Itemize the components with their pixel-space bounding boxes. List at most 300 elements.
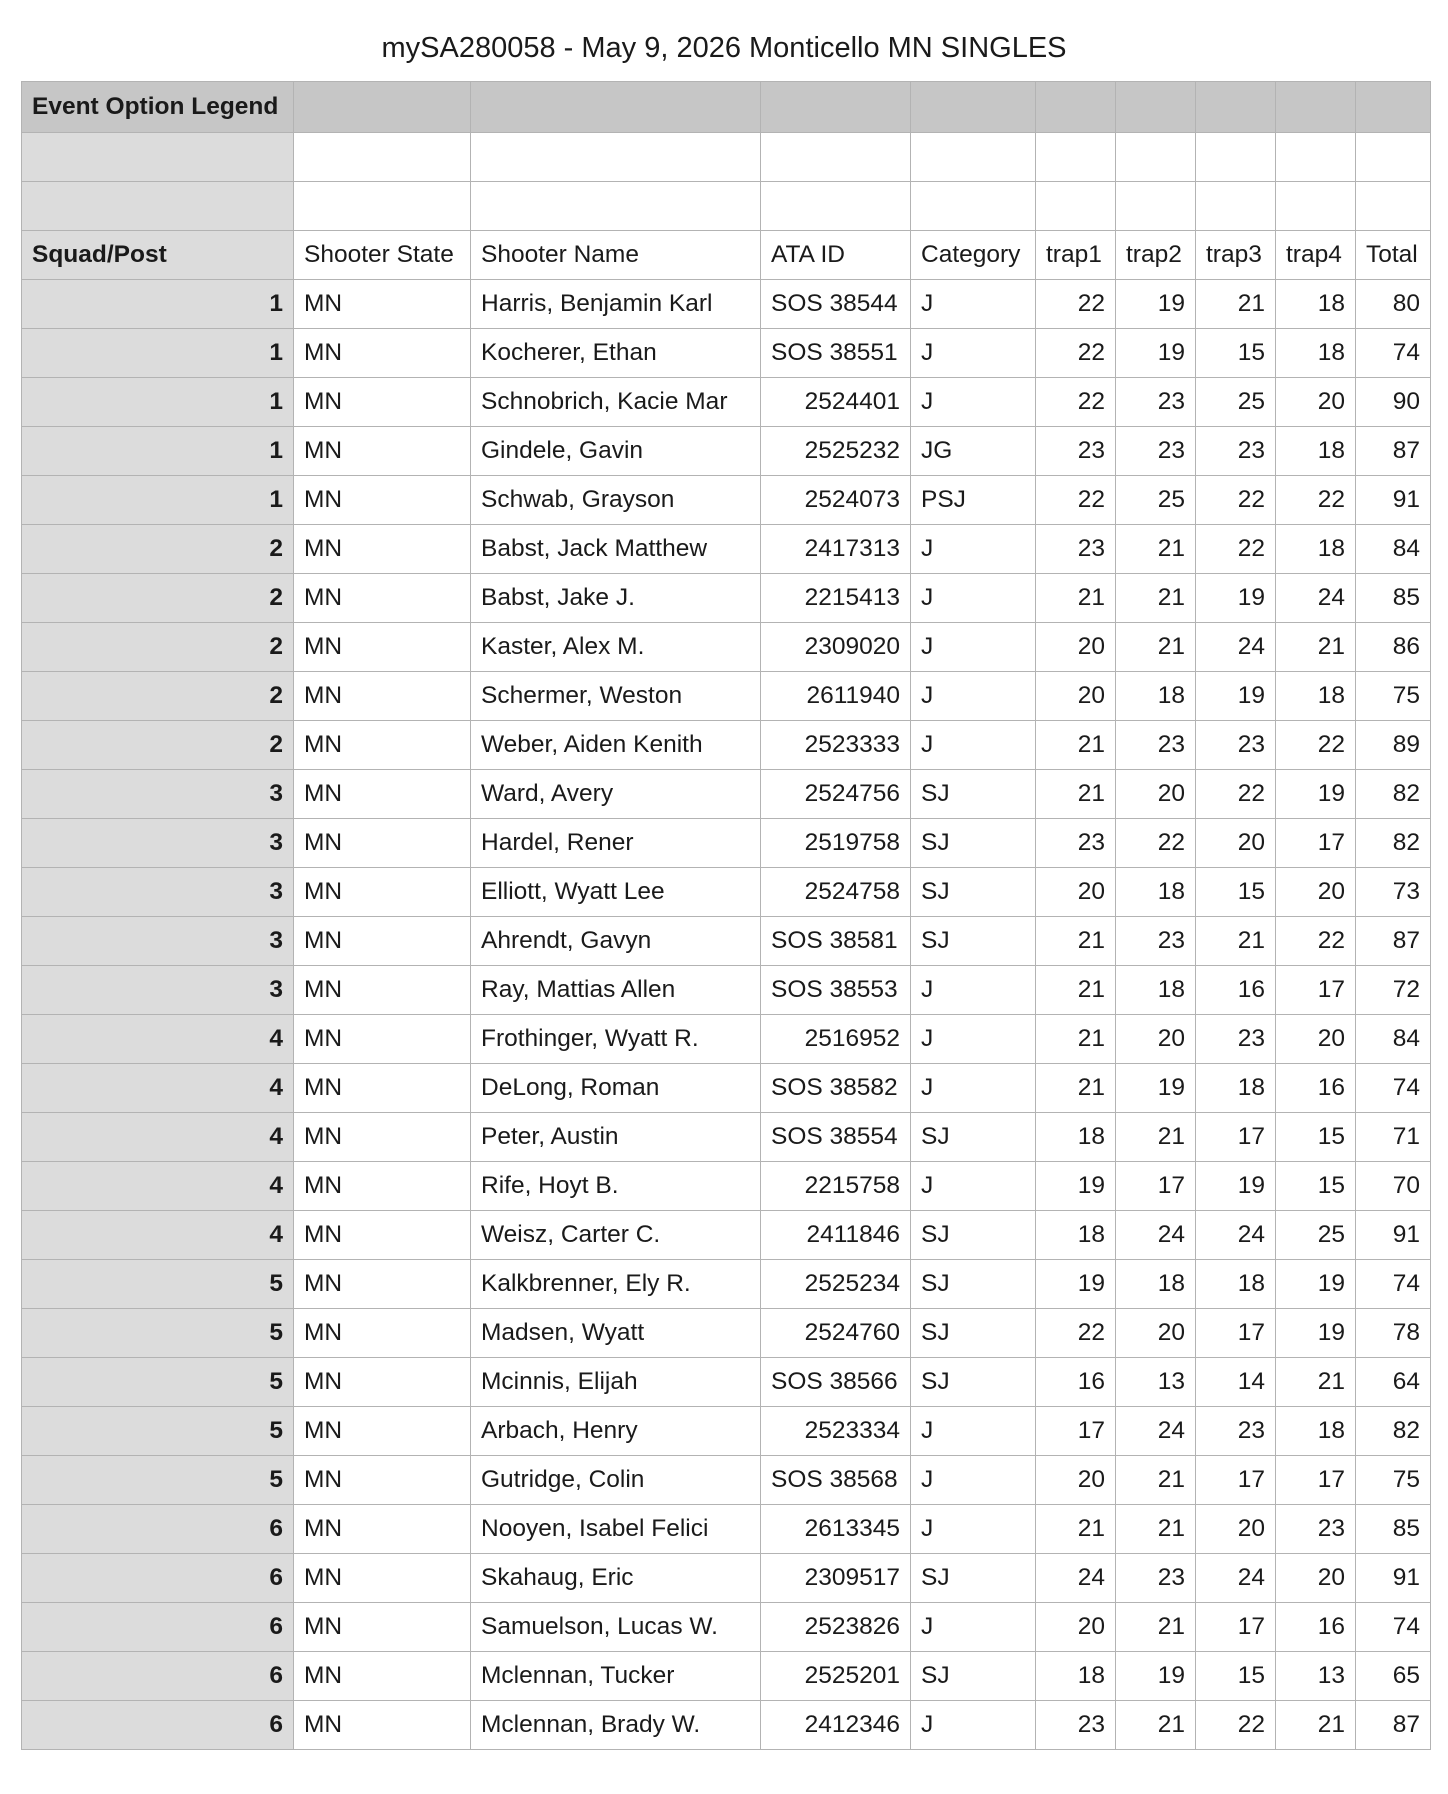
cell-trap4[interactable]: 23 (1276, 1505, 1356, 1554)
header-shooter-name[interactable]: Shooter Name (471, 231, 761, 280)
cell-category[interactable]: SJ (911, 1260, 1036, 1309)
cell-shooter-state[interactable]: MN (294, 280, 471, 329)
cell-trap1[interactable]: 22 (1036, 1309, 1116, 1358)
cell-trap1[interactable]: 20 (1036, 1603, 1116, 1652)
cell-trap2[interactable]: 18 (1116, 966, 1196, 1015)
cell-category[interactable]: J (911, 1407, 1036, 1456)
cell-total[interactable]: 82 (1356, 819, 1431, 868)
cell-trap4[interactable]: 18 (1276, 672, 1356, 721)
cell-trap3[interactable]: 22 (1196, 476, 1276, 525)
cell-ata-id[interactable]: 2524758 (761, 868, 911, 917)
cell-ata-id[interactable]: 2523826 (761, 1603, 911, 1652)
blank-cell[interactable] (1116, 133, 1196, 182)
cell-trap2[interactable]: 20 (1116, 1309, 1196, 1358)
cell-trap2[interactable]: 19 (1116, 280, 1196, 329)
blank-cell[interactable] (1356, 133, 1431, 182)
cell-ata-id[interactable]: 2523334 (761, 1407, 911, 1456)
cell-shooter-name[interactable]: DeLong, Roman (471, 1064, 761, 1113)
cell-trap3[interactable]: 14 (1196, 1358, 1276, 1407)
cell-shooter-name[interactable]: Skahaug, Eric (471, 1554, 761, 1603)
cell-shooter-name[interactable]: Rife, Hoyt B. (471, 1162, 761, 1211)
blank-cell[interactable] (1276, 182, 1356, 231)
cell-shooter-state[interactable]: MN (294, 868, 471, 917)
cell-trap1[interactable]: 21 (1036, 1015, 1116, 1064)
cell-shooter-state[interactable]: MN (294, 1309, 471, 1358)
cell-squad-post[interactable]: 2 (22, 672, 294, 721)
cell-squad-post[interactable]: 1 (22, 378, 294, 427)
cell-ata-id[interactable]: 2516952 (761, 1015, 911, 1064)
cell-trap2[interactable]: 23 (1116, 427, 1196, 476)
cell-squad-post[interactable]: 4 (22, 1211, 294, 1260)
cell-shooter-state[interactable]: MN (294, 623, 471, 672)
cell-total[interactable]: 87 (1356, 1701, 1431, 1750)
cell-trap2[interactable]: 24 (1116, 1407, 1196, 1456)
cell-total[interactable]: 71 (1356, 1113, 1431, 1162)
header-trap4[interactable]: trap4 (1276, 231, 1356, 280)
blank-cell[interactable] (1116, 182, 1196, 231)
cell-ata-id[interactable]: SOS 38551 (761, 329, 911, 378)
cell-trap4[interactable]: 17 (1276, 819, 1356, 868)
cell-trap4[interactable]: 20 (1276, 378, 1356, 427)
cell-trap4[interactable]: 21 (1276, 623, 1356, 672)
blank-cell[interactable] (911, 133, 1036, 182)
cell-ata-id[interactable]: 2524756 (761, 770, 911, 819)
cell-trap4[interactable]: 24 (1276, 574, 1356, 623)
cell-trap1[interactable]: 22 (1036, 280, 1116, 329)
cell-trap1[interactable]: 22 (1036, 476, 1116, 525)
cell-trap3[interactable]: 15 (1196, 1652, 1276, 1701)
cell-shooter-state[interactable]: MN (294, 1015, 471, 1064)
cell-total[interactable]: 64 (1356, 1358, 1431, 1407)
cell-shooter-state[interactable]: MN (294, 1407, 471, 1456)
cell-shooter-name[interactable]: Ahrendt, Gavyn (471, 917, 761, 966)
cell-category[interactable]: J (911, 378, 1036, 427)
cell-shooter-state[interactable]: MN (294, 819, 471, 868)
cell-total[interactable]: 91 (1356, 1554, 1431, 1603)
cell-shooter-name[interactable]: Gindele, Gavin (471, 427, 761, 476)
cell-trap2[interactable]: 21 (1116, 623, 1196, 672)
cell-squad-post[interactable]: 6 (22, 1554, 294, 1603)
cell-ata-id[interactable]: SOS 38554 (761, 1113, 911, 1162)
cell-trap4[interactable]: 22 (1276, 721, 1356, 770)
cell-total[interactable]: 80 (1356, 280, 1431, 329)
cell-total[interactable]: 89 (1356, 721, 1431, 770)
header-shooter-state[interactable]: Shooter State (294, 231, 471, 280)
cell-total[interactable]: 74 (1356, 1260, 1431, 1309)
cell-trap2[interactable]: 21 (1116, 1456, 1196, 1505)
cell-shooter-name[interactable]: Ward, Avery (471, 770, 761, 819)
cell-shooter-state[interactable]: MN (294, 1505, 471, 1554)
cell-squad-post[interactable]: 2 (22, 721, 294, 770)
cell-trap4[interactable]: 21 (1276, 1701, 1356, 1750)
cell-trap3[interactable]: 23 (1196, 721, 1276, 770)
cell-category[interactable]: J (911, 574, 1036, 623)
cell-trap2[interactable]: 21 (1116, 525, 1196, 574)
cell-shooter-name[interactable]: Harris, Benjamin Karl (471, 280, 761, 329)
legend-cell[interactable] (911, 82, 1036, 133)
cell-total[interactable]: 91 (1356, 476, 1431, 525)
cell-category[interactable]: J (911, 1505, 1036, 1554)
cell-shooter-name[interactable]: Peter, Austin (471, 1113, 761, 1162)
cell-trap1[interactable]: 21 (1036, 721, 1116, 770)
header-ata-id[interactable]: ATA ID (761, 231, 911, 280)
cell-trap2[interactable]: 23 (1116, 1554, 1196, 1603)
cell-squad-post[interactable]: 2 (22, 525, 294, 574)
cell-trap2[interactable]: 18 (1116, 672, 1196, 721)
cell-ata-id[interactable]: 2519758 (761, 819, 911, 868)
cell-trap1[interactable]: 24 (1036, 1554, 1116, 1603)
cell-trap4[interactable]: 18 (1276, 525, 1356, 574)
cell-trap1[interactable]: 19 (1036, 1260, 1116, 1309)
cell-squad-post[interactable]: 6 (22, 1652, 294, 1701)
cell-trap3[interactable]: 23 (1196, 427, 1276, 476)
cell-category[interactable]: J (911, 329, 1036, 378)
cell-trap1[interactable]: 20 (1036, 623, 1116, 672)
legend-cell[interactable] (761, 82, 911, 133)
cell-category[interactable]: J (911, 672, 1036, 721)
cell-total[interactable]: 82 (1356, 770, 1431, 819)
blank-cell[interactable] (294, 133, 471, 182)
blank-cell[interactable] (22, 133, 294, 182)
cell-ata-id[interactable]: 2523333 (761, 721, 911, 770)
cell-trap3[interactable]: 17 (1196, 1603, 1276, 1652)
cell-trap1[interactable]: 23 (1036, 525, 1116, 574)
cell-trap1[interactable]: 18 (1036, 1113, 1116, 1162)
cell-shooter-state[interactable]: MN (294, 721, 471, 770)
cell-shooter-name[interactable]: Gutridge, Colin (471, 1456, 761, 1505)
cell-category[interactable]: SJ (911, 1113, 1036, 1162)
cell-trap2[interactable]: 21 (1116, 1113, 1196, 1162)
cell-squad-post[interactable]: 3 (22, 966, 294, 1015)
cell-trap2[interactable]: 21 (1116, 1701, 1196, 1750)
cell-shooter-state[interactable]: MN (294, 1113, 471, 1162)
cell-trap2[interactable]: 17 (1116, 1162, 1196, 1211)
cell-trap4[interactable]: 15 (1276, 1113, 1356, 1162)
cell-category[interactable]: SJ (911, 1211, 1036, 1260)
cell-trap3[interactable]: 15 (1196, 868, 1276, 917)
cell-trap1[interactable]: 22 (1036, 378, 1116, 427)
cell-trap3[interactable]: 24 (1196, 623, 1276, 672)
blank-cell[interactable] (1036, 133, 1116, 182)
cell-total[interactable]: 91 (1356, 1211, 1431, 1260)
blank-cell[interactable] (471, 133, 761, 182)
cell-ata-id[interactable]: SOS 38553 (761, 966, 911, 1015)
cell-trap4[interactable]: 19 (1276, 1260, 1356, 1309)
cell-shooter-state[interactable]: MN (294, 476, 471, 525)
cell-shooter-state[interactable]: MN (294, 1260, 471, 1309)
cell-ata-id[interactable]: SOS 38582 (761, 1064, 911, 1113)
cell-trap4[interactable]: 13 (1276, 1652, 1356, 1701)
cell-category[interactable]: PSJ (911, 476, 1036, 525)
cell-trap4[interactable]: 25 (1276, 1211, 1356, 1260)
cell-trap2[interactable]: 21 (1116, 574, 1196, 623)
cell-category[interactable]: SJ (911, 917, 1036, 966)
cell-trap2[interactable]: 23 (1116, 721, 1196, 770)
cell-shooter-name[interactable]: Nooyen, Isabel Felici (471, 1505, 761, 1554)
cell-total[interactable]: 84 (1356, 1015, 1431, 1064)
cell-trap4[interactable]: 18 (1276, 427, 1356, 476)
cell-trap2[interactable]: 23 (1116, 917, 1196, 966)
cell-squad-post[interactable]: 5 (22, 1407, 294, 1456)
cell-trap3[interactable]: 20 (1196, 1505, 1276, 1554)
cell-category[interactable]: J (911, 280, 1036, 329)
cell-ata-id[interactable]: 2417313 (761, 525, 911, 574)
cell-ata-id[interactable]: 2309020 (761, 623, 911, 672)
cell-squad-post[interactable]: 3 (22, 770, 294, 819)
cell-ata-id[interactable]: 2215413 (761, 574, 911, 623)
cell-squad-post[interactable]: 4 (22, 1162, 294, 1211)
cell-category[interactable]: J (911, 721, 1036, 770)
cell-trap1[interactable]: 16 (1036, 1358, 1116, 1407)
cell-squad-post[interactable]: 4 (22, 1064, 294, 1113)
cell-category[interactable]: J (911, 1701, 1036, 1750)
cell-squad-post[interactable]: 2 (22, 574, 294, 623)
cell-shooter-name[interactable]: Hardel, Rener (471, 819, 761, 868)
cell-shooter-name[interactable]: Babst, Jack Matthew (471, 525, 761, 574)
cell-shooter-state[interactable]: MN (294, 966, 471, 1015)
cell-ata-id[interactable]: 2309517 (761, 1554, 911, 1603)
cell-trap4[interactable]: 15 (1276, 1162, 1356, 1211)
header-trap3[interactable]: trap3 (1196, 231, 1276, 280)
header-total[interactable]: Total (1356, 231, 1431, 280)
blank-cell[interactable] (22, 182, 294, 231)
cell-trap2[interactable]: 19 (1116, 329, 1196, 378)
cell-trap1[interactable]: 21 (1036, 1064, 1116, 1113)
cell-trap3[interactable]: 18 (1196, 1260, 1276, 1309)
cell-ata-id[interactable]: 2524760 (761, 1309, 911, 1358)
cell-shooter-state[interactable]: MN (294, 1358, 471, 1407)
cell-ata-id[interactable]: 2524401 (761, 378, 911, 427)
cell-category[interactable]: SJ (911, 1358, 1036, 1407)
cell-trap1[interactable]: 17 (1036, 1407, 1116, 1456)
cell-total[interactable]: 72 (1356, 966, 1431, 1015)
cell-squad-post[interactable]: 4 (22, 1015, 294, 1064)
cell-ata-id[interactable]: 2525232 (761, 427, 911, 476)
legend-label[interactable]: Event Option Legend (22, 82, 294, 133)
cell-trap3[interactable]: 23 (1196, 1407, 1276, 1456)
cell-trap1[interactable]: 20 (1036, 868, 1116, 917)
cell-trap1[interactable]: 23 (1036, 819, 1116, 868)
cell-squad-post[interactable]: 5 (22, 1309, 294, 1358)
cell-shooter-name[interactable]: Schwab, Grayson (471, 476, 761, 525)
legend-cell[interactable] (1196, 82, 1276, 133)
cell-squad-post[interactable]: 3 (22, 819, 294, 868)
cell-total[interactable]: 84 (1356, 525, 1431, 574)
cell-total[interactable]: 87 (1356, 917, 1431, 966)
cell-shooter-state[interactable]: MN (294, 1162, 471, 1211)
cell-trap2[interactable]: 23 (1116, 378, 1196, 427)
cell-shooter-state[interactable]: MN (294, 1456, 471, 1505)
cell-ata-id[interactable]: 2524073 (761, 476, 911, 525)
cell-squad-post[interactable]: 3 (22, 917, 294, 966)
cell-ata-id[interactable]: SOS 38544 (761, 280, 911, 329)
cell-trap3[interactable]: 19 (1196, 672, 1276, 721)
blank-cell[interactable] (294, 182, 471, 231)
cell-shooter-state[interactable]: MN (294, 574, 471, 623)
cell-category[interactable]: SJ (911, 1309, 1036, 1358)
cell-shooter-name[interactable]: Babst, Jake J. (471, 574, 761, 623)
legend-cell[interactable] (471, 82, 761, 133)
cell-shooter-state[interactable]: MN (294, 1211, 471, 1260)
cell-trap3[interactable]: 17 (1196, 1113, 1276, 1162)
cell-trap1[interactable]: 21 (1036, 966, 1116, 1015)
cell-shooter-state[interactable]: MN (294, 1603, 471, 1652)
cell-shooter-name[interactable]: Arbach, Henry (471, 1407, 761, 1456)
legend-cell[interactable] (1116, 82, 1196, 133)
legend-cell[interactable] (294, 82, 471, 133)
cell-trap2[interactable]: 21 (1116, 1603, 1196, 1652)
cell-trap1[interactable]: 21 (1036, 574, 1116, 623)
cell-trap2[interactable]: 18 (1116, 1260, 1196, 1309)
cell-trap3[interactable]: 17 (1196, 1456, 1276, 1505)
cell-ata-id[interactable]: SOS 38568 (761, 1456, 911, 1505)
blank-cell[interactable] (1356, 182, 1431, 231)
cell-category[interactable]: SJ (911, 819, 1036, 868)
cell-total[interactable]: 65 (1356, 1652, 1431, 1701)
cell-trap2[interactable]: 19 (1116, 1652, 1196, 1701)
legend-cell[interactable] (1276, 82, 1356, 133)
cell-trap1[interactable]: 23 (1036, 427, 1116, 476)
cell-total[interactable]: 87 (1356, 427, 1431, 476)
cell-trap4[interactable]: 17 (1276, 966, 1356, 1015)
cell-squad-post[interactable]: 1 (22, 280, 294, 329)
cell-ata-id[interactable]: 2411846 (761, 1211, 911, 1260)
blank-cell[interactable] (761, 133, 911, 182)
cell-shooter-state[interactable]: MN (294, 378, 471, 427)
blank-cell[interactable] (1196, 182, 1276, 231)
cell-category[interactable]: SJ (911, 1652, 1036, 1701)
cell-trap1[interactable]: 18 (1036, 1211, 1116, 1260)
cell-total[interactable]: 90 (1356, 378, 1431, 427)
cell-shooter-name[interactable]: Weber, Aiden Kenith (471, 721, 761, 770)
cell-shooter-state[interactable]: MN (294, 770, 471, 819)
cell-trap3[interactable]: 18 (1196, 1064, 1276, 1113)
cell-trap3[interactable]: 23 (1196, 1015, 1276, 1064)
legend-cell[interactable] (1036, 82, 1116, 133)
cell-trap1[interactable]: 22 (1036, 329, 1116, 378)
cell-trap1[interactable]: 18 (1036, 1652, 1116, 1701)
cell-total[interactable]: 74 (1356, 1064, 1431, 1113)
cell-category[interactable]: J (911, 525, 1036, 574)
cell-squad-post[interactable]: 6 (22, 1603, 294, 1652)
cell-total[interactable]: 85 (1356, 574, 1431, 623)
cell-shooter-state[interactable]: MN (294, 329, 471, 378)
cell-shooter-name[interactable]: Mclennan, Tucker (471, 1652, 761, 1701)
cell-total[interactable]: 74 (1356, 329, 1431, 378)
cell-shooter-state[interactable]: MN (294, 1652, 471, 1701)
cell-trap3[interactable]: 24 (1196, 1211, 1276, 1260)
cell-shooter-name[interactable]: Samuelson, Lucas W. (471, 1603, 761, 1652)
cell-trap2[interactable]: 20 (1116, 770, 1196, 819)
cell-total[interactable]: 85 (1356, 1505, 1431, 1554)
cell-shooter-name[interactable]: Kalkbrenner, Ely R. (471, 1260, 761, 1309)
cell-shooter-name[interactable]: Weisz, Carter C. (471, 1211, 761, 1260)
cell-category[interactable]: J (911, 623, 1036, 672)
cell-ata-id[interactable]: SOS 38581 (761, 917, 911, 966)
blank-cell[interactable] (1276, 133, 1356, 182)
cell-ata-id[interactable]: 2525201 (761, 1652, 911, 1701)
cell-trap1[interactable]: 19 (1036, 1162, 1116, 1211)
blank-cell[interactable] (1196, 133, 1276, 182)
cell-trap3[interactable]: 20 (1196, 819, 1276, 868)
cell-total[interactable]: 82 (1356, 1407, 1431, 1456)
header-trap2[interactable]: trap2 (1116, 231, 1196, 280)
cell-shooter-name[interactable]: Mcinnis, Elijah (471, 1358, 761, 1407)
cell-trap4[interactable]: 22 (1276, 917, 1356, 966)
cell-trap2[interactable]: 25 (1116, 476, 1196, 525)
cell-squad-post[interactable]: 5 (22, 1358, 294, 1407)
cell-total[interactable]: 74 (1356, 1603, 1431, 1652)
blank-cell[interactable] (1036, 182, 1116, 231)
legend-cell[interactable] (1356, 82, 1431, 133)
cell-trap4[interactable]: 20 (1276, 1015, 1356, 1064)
cell-category[interactable]: J (911, 1015, 1036, 1064)
cell-squad-post[interactable]: 5 (22, 1260, 294, 1309)
cell-trap3[interactable]: 19 (1196, 574, 1276, 623)
cell-squad-post[interactable]: 6 (22, 1505, 294, 1554)
cell-category[interactable]: J (911, 1064, 1036, 1113)
cell-squad-post[interactable]: 6 (22, 1701, 294, 1750)
cell-shooter-name[interactable]: Elliott, Wyatt Lee (471, 868, 761, 917)
cell-category[interactable]: J (911, 1456, 1036, 1505)
cell-trap2[interactable]: 19 (1116, 1064, 1196, 1113)
cell-trap4[interactable]: 20 (1276, 1554, 1356, 1603)
cell-category[interactable]: J (911, 966, 1036, 1015)
cell-trap3[interactable]: 22 (1196, 525, 1276, 574)
cell-category[interactable]: J (911, 1162, 1036, 1211)
cell-trap3[interactable]: 22 (1196, 770, 1276, 819)
cell-shooter-name[interactable]: Schnobrich, Kacie Mar (471, 378, 761, 427)
cell-shooter-name[interactable]: Kaster, Alex M. (471, 623, 761, 672)
cell-trap4[interactable]: 22 (1276, 476, 1356, 525)
cell-trap3[interactable]: 15 (1196, 329, 1276, 378)
cell-trap4[interactable]: 21 (1276, 1358, 1356, 1407)
cell-trap2[interactable]: 24 (1116, 1211, 1196, 1260)
cell-total[interactable]: 70 (1356, 1162, 1431, 1211)
cell-trap4[interactable]: 19 (1276, 770, 1356, 819)
cell-trap4[interactable]: 17 (1276, 1456, 1356, 1505)
cell-trap1[interactable]: 21 (1036, 1505, 1116, 1554)
cell-squad-post[interactable]: 1 (22, 476, 294, 525)
cell-trap3[interactable]: 19 (1196, 1162, 1276, 1211)
cell-trap3[interactable]: 21 (1196, 917, 1276, 966)
cell-trap3[interactable]: 16 (1196, 966, 1276, 1015)
header-squad-post[interactable]: Squad/Post (22, 231, 294, 280)
cell-trap2[interactable]: 22 (1116, 819, 1196, 868)
cell-total[interactable]: 73 (1356, 868, 1431, 917)
cell-shooter-state[interactable]: MN (294, 525, 471, 574)
cell-trap3[interactable]: 22 (1196, 1701, 1276, 1750)
cell-trap4[interactable]: 16 (1276, 1603, 1356, 1652)
blank-cell[interactable] (471, 182, 761, 231)
header-trap1[interactable]: trap1 (1036, 231, 1116, 280)
cell-total[interactable]: 75 (1356, 1456, 1431, 1505)
cell-ata-id[interactable]: 2611940 (761, 672, 911, 721)
cell-shooter-name[interactable]: Frothinger, Wyatt R. (471, 1015, 761, 1064)
cell-trap3[interactable]: 25 (1196, 378, 1276, 427)
cell-total[interactable]: 86 (1356, 623, 1431, 672)
cell-trap3[interactable]: 17 (1196, 1309, 1276, 1358)
cell-shooter-name[interactable]: Kocherer, Ethan (471, 329, 761, 378)
cell-shooter-name[interactable]: Schermer, Weston (471, 672, 761, 721)
cell-total[interactable]: 75 (1356, 672, 1431, 721)
blank-cell[interactable] (761, 182, 911, 231)
cell-ata-id[interactable]: 2525234 (761, 1260, 911, 1309)
cell-squad-post[interactable]: 4 (22, 1113, 294, 1162)
blank-cell[interactable] (911, 182, 1036, 231)
cell-category[interactable]: SJ (911, 1554, 1036, 1603)
cell-squad-post[interactable]: 2 (22, 623, 294, 672)
